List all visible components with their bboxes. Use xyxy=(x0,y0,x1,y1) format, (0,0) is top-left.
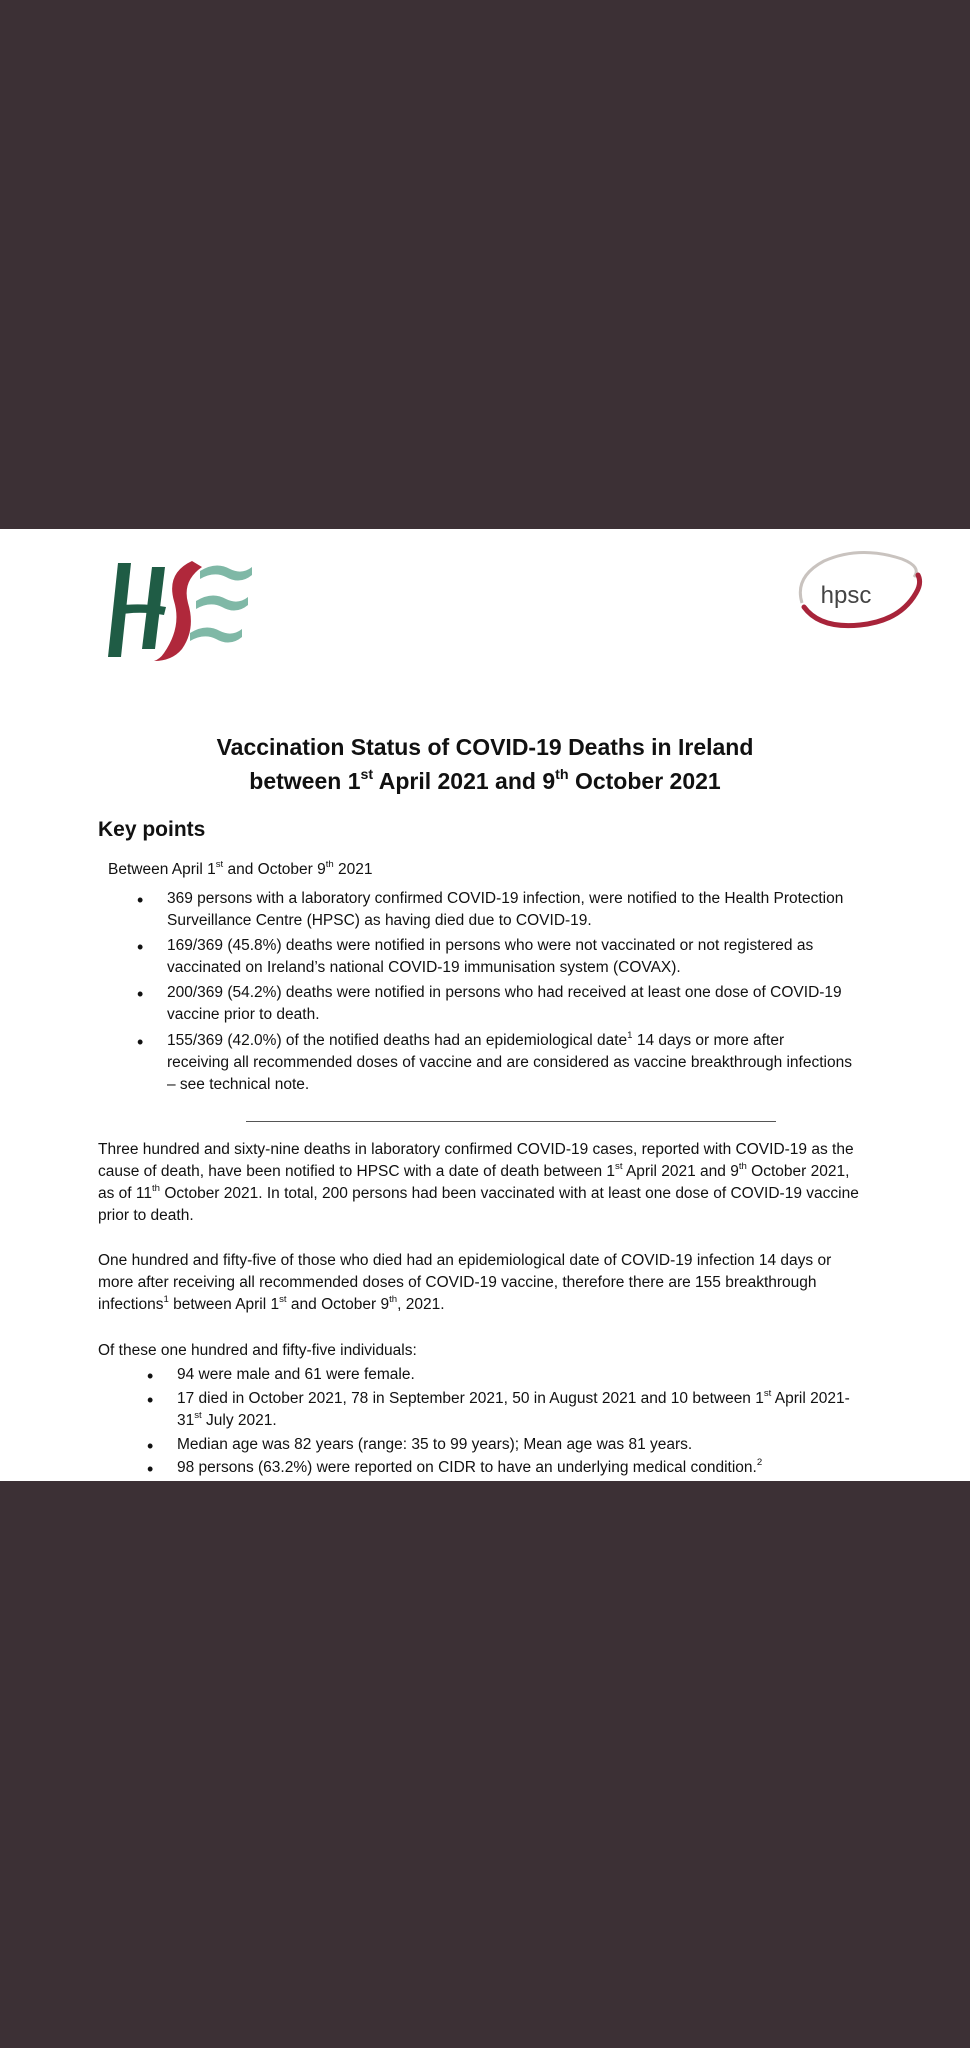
para3-intro: Of these one hundred and fifty-five individuals: xyxy=(98,1342,417,1359)
para1-line4: prior to death. xyxy=(98,1207,194,1224)
para1-line2: cause of death, have been notified to HPSC with a date of death between 1st April 2021 and 9th October 2021, xyxy=(98,1160,850,1180)
bullet-dot: • xyxy=(137,937,144,957)
key-point-3-line1: 200/369 (54.2%) deaths were notified in persons who had received at least one dose of COVID-19 xyxy=(167,984,842,1001)
doc-title-line2: between 1st April 2021 and 9th October 2021 xyxy=(249,766,721,794)
key-point-2-line2: vaccinated on Ireland’s national COVID-19 immunisation system (COVAX). xyxy=(167,959,681,976)
para3-bullet-2-line1: 17 died in October 2021, 78 in September 2021, 50 in August 2021 and 10 between 1st April 2021- xyxy=(177,1387,850,1407)
para2-line3: infections$^1$ between April 1st and October 9th, 2021. xyxy=(98,1293,445,1313)
key-point-2-line1: 169/369 (45.8%) deaths were notified in persons who were not vaccinated or not registered as xyxy=(167,937,814,954)
bullet-dot: • xyxy=(147,1366,154,1386)
para2-line2: more after receiving all recommended doses of COVID-19 vaccine, therefore there are 155 breakthrough xyxy=(98,1274,817,1291)
bullet-dot: • xyxy=(147,1459,154,1479)
hpsc-logo xyxy=(790,547,930,639)
para3-bullet-1: 94 were male and 61 were female. xyxy=(177,1366,415,1383)
para3-bullet-3: Median age was 82 years (range: 35 to 99 years); Mean age was 81 years. xyxy=(177,1436,693,1453)
key-point-4-line2: receiving all recommended doses of vaccine and are considered as vaccine breakthrough infections xyxy=(167,1054,852,1071)
para3-bullet-2-line2: 31st July 2021. xyxy=(177,1409,277,1429)
para1-line1: Three hundred and sixty-nine deaths in laboratory confirmed COVID-19 cases, reported with COVID-19 as the xyxy=(98,1141,854,1158)
hse-logo xyxy=(104,553,252,665)
doc-title-line1: Vaccination Status of COVID-19 Deaths in Ireland xyxy=(216,734,754,760)
bullet-dot: • xyxy=(137,984,144,1004)
key-point-1-line1: 369 persons with a laboratory confirmed COVID-19 infection, were notified to the Health Protection xyxy=(167,890,844,907)
para3-bullet-4: 98 persons (63.2%) were reported on CIDR to have an underlying medical condition.$^2$ xyxy=(177,1456,763,1476)
key-points-intro: Between April 1st and October 9th 2021 xyxy=(108,858,373,878)
key-point-1-line2: Surveillance Centre (HPSC) as having died due to COVID-19. xyxy=(167,912,592,929)
hpsc-logo-text: hpsc xyxy=(820,582,872,609)
key-points-heading: Key points xyxy=(98,818,206,841)
bullet-dot: • xyxy=(137,890,144,910)
bullet-dot: • xyxy=(137,1032,144,1052)
para2-line1: One hundred and fifty-five of those who died had an epidemiological date of COVID-19 infection 14 days or xyxy=(98,1252,832,1269)
key-point-3-line2: vaccine prior to death. xyxy=(167,1006,320,1023)
para1-line3: as of 11th October 2021. In total, 200 persons had been vaccinated with at least one dose of COVID-19 vaccine xyxy=(98,1182,859,1202)
section-divider xyxy=(246,1121,776,1122)
key-point-4-line3: – see technical note. xyxy=(167,1076,310,1093)
document-page xyxy=(0,529,970,1481)
key-point-4-line1: 155/369 (42.0%) of the notified deaths had an epidemiological date$^1$ 14 days or more after xyxy=(167,1029,785,1049)
bullet-dot: • xyxy=(147,1390,154,1410)
bullet-dot: • xyxy=(147,1436,154,1456)
